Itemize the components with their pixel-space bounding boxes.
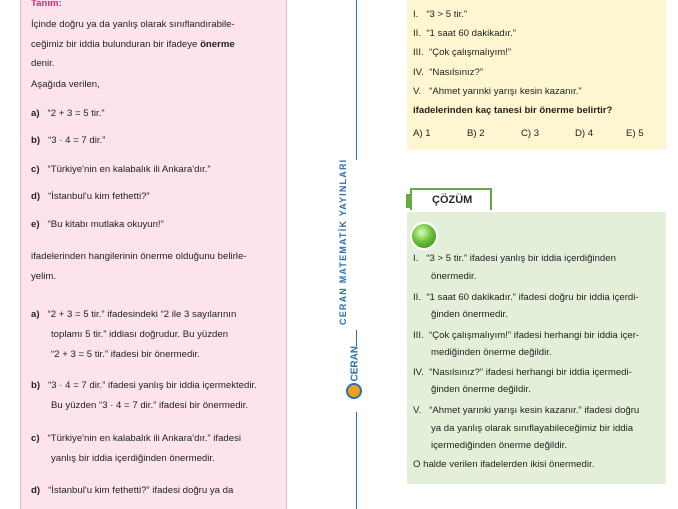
answer-c-1: c) “Türkiye'nin en kalabalık ili Ankara'dır.” ifadesi: [31, 433, 242, 444]
solution-line-5: III. “Çok çalışmalıyım!” ifadesi herhangi bir iddia içer-: [413, 330, 640, 341]
sidebar-line-bottom: [356, 412, 357, 509]
definition-line-1: İçinde doğru ya da yanlış olarak sınıflandırabile-: [31, 19, 235, 30]
answer-d-1: d) “İstanbul'u kim fethetti?” ifadesi doğru ya da: [31, 485, 234, 496]
solution-badge-icon: [410, 222, 438, 250]
term-onerme: önerme: [200, 39, 235, 50]
example-a: a) “2 + 3 = 5 tir.”: [31, 108, 105, 119]
solution-line-2: önermedir.: [431, 271, 477, 282]
sidebar-line-mid: [356, 330, 357, 346]
example-b: b) “3 · 4 = 7 dir.”: [31, 135, 106, 146]
question-item-1: I. “3 > 5 tir.”: [413, 9, 468, 20]
publisher-logo: [344, 345, 368, 405]
question-item-3: III. “Çok çalışmalıyım!”: [413, 47, 512, 58]
solution-line-4: ğinden önermedir.: [431, 309, 508, 320]
question-prompt: ifadelerinden kaç tanesi bir önerme belirtir?: [413, 105, 613, 116]
solution-box: [407, 212, 666, 484]
answer-a-3: “2 + 3 = 5 tir.” ifadesi bir önermedir.: [51, 349, 200, 360]
solution-conclusion: O halde verilen ifadelerden ikisi önermedir.: [413, 459, 595, 470]
option-a: A) 1: [413, 128, 431, 139]
solution-line-8: ğinden önerme değildir.: [431, 384, 531, 395]
example-c: c) “Türkiye'nin en kalabalık ili Ankara'dır.”: [31, 164, 211, 175]
answer-c-2: yanlış bir iddia içerdiğinden önermedir.: [51, 453, 215, 464]
example-e: e) “Bu kitabı mutlaka okuyun!”: [31, 219, 164, 230]
solution-line-1: I. “3 > 5 tir.” ifadesi yanlış bir iddia içerdiğinden: [413, 253, 616, 264]
option-c: C) 3: [521, 128, 540, 139]
question-item-2: II. “1 saat 60 dakikadır.”: [413, 28, 516, 39]
solution-tab: [410, 188, 492, 210]
logo-text: CERAN: [349, 345, 361, 382]
tab-notch: [406, 194, 412, 208]
question-item-4: IV. “Nasılsınız?”: [413, 67, 484, 78]
solution-line-9: V. “Ahmet yarınki yarışı kesin kazanır.” ifadesi doğru: [413, 405, 640, 416]
logo-icon: [346, 383, 362, 399]
definition-line-2: ceğimiz bir iddia bulunduran bir ifadeye önerme: [31, 39, 235, 50]
option-d: D) 4: [575, 128, 594, 139]
option-b: B) 2: [467, 128, 485, 139]
definition-title: Tanım:: [31, 0, 62, 9]
solution-line-6: mediğinden önerme değildir.: [431, 347, 552, 358]
option-e: E) 5: [626, 128, 644, 139]
solution-line-11: içermediğinden önerme değildir.: [431, 440, 567, 451]
question-item-5: V. “Ahmet yarınki yarışı kesin kazanır.”: [413, 86, 582, 97]
question-box: [407, 0, 666, 150]
sidebar-line-top: [356, 0, 357, 160]
definition-panel: [20, 0, 287, 509]
answer-a-2: toplamı 5 tir.” iddiası doğrudur. Bu yüzden: [51, 329, 229, 340]
answer-b-1: b) “3 · 4 = 7 dir.” ifadesi yanlış bir iddia içermektedir.: [31, 380, 257, 391]
answer-b-2: Bu yüzden “3 · 4 = 7 dir.” ifadesi bir önermedir.: [51, 400, 249, 411]
solution-line-3: II. “1 saat 60 dakikadır.” ifadesi doğru bir iddia içerdi-: [413, 292, 639, 303]
solution-line-10: ya da yanlış olarak sınıflayabileceğimiz bir iddia: [431, 423, 634, 434]
publisher-vertical-text: CERAN MATEMATİK YAYINLARI: [338, 158, 348, 325]
definition-line-3: denir.: [31, 58, 55, 69]
answer-a-1: a) “2 + 3 = 5 tir.” ifadesindeki “2 ile 3 sayılarının: [31, 309, 237, 320]
example-d: d) “İstanbul'u kim fethetti?”: [31, 191, 150, 202]
task-line-1: ifadelerinden hangilerinin önerme olduğunu belirle-: [31, 251, 247, 262]
intro-line: Aşağıda verilen,: [31, 79, 100, 90]
solution-tab-label: ÇÖZÜM: [432, 194, 473, 206]
solution-line-7: IV. “Nasılsınız?” ifadesi herhangi bir iddia içermedi-: [413, 367, 632, 378]
task-line-2: yelim.: [31, 271, 57, 282]
